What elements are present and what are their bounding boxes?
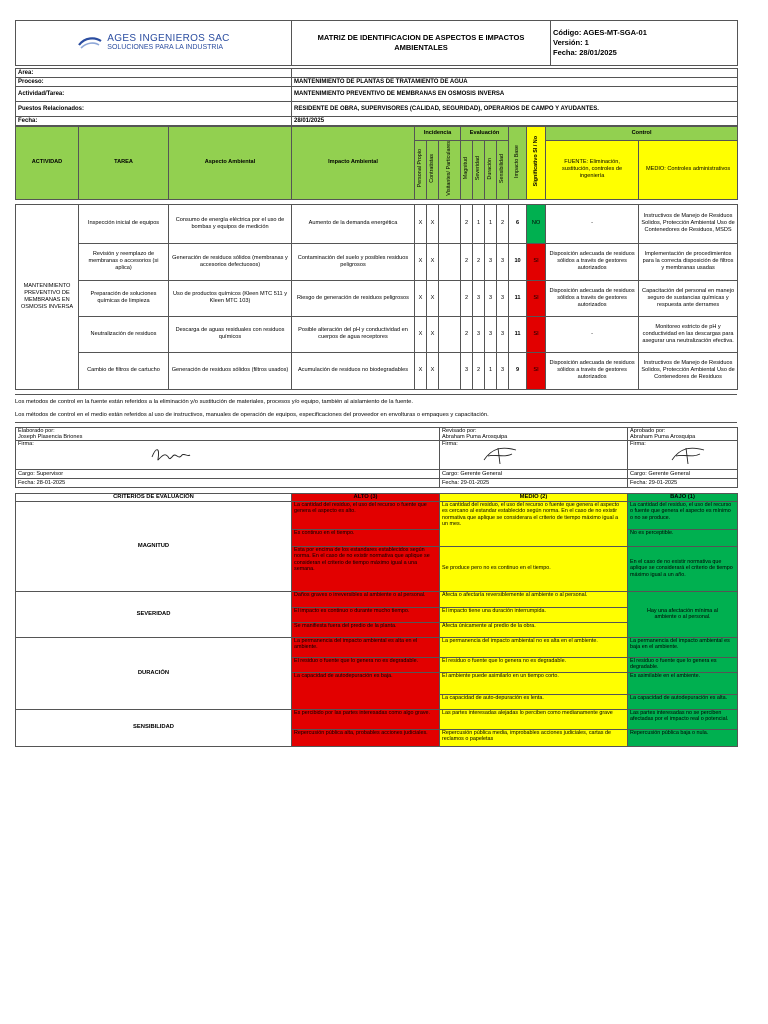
contratistas-cell: X xyxy=(427,316,439,352)
contratistas-cell: X xyxy=(427,243,439,280)
area-label: Area: xyxy=(16,69,292,78)
dur-alto-1: La permanencia del impacto ambiental es alta en el ambiente. xyxy=(292,637,440,657)
significativo-cell: SI xyxy=(527,352,546,389)
severidad-cell: 3 xyxy=(473,280,485,316)
fecha-revisado: Fecha: 29-01-2025 xyxy=(440,478,628,487)
mag-bajo-1: La cantidad del residuo, el uso del recurso o fuente que genera el aspecto es mínimo o no se produce. xyxy=(628,501,738,529)
col-tarea: TAREA xyxy=(79,127,169,200)
duracion-label: DURACIÓN xyxy=(16,637,292,709)
mag-alto-2: Es continuo en el tiempo. xyxy=(292,529,440,546)
duracion-cell: 3 xyxy=(485,280,497,316)
dur-bajo-3: Es asimilable en el ambiente. xyxy=(628,672,738,694)
area-value xyxy=(292,69,738,78)
col-personal: Personal Propio xyxy=(417,149,423,188)
aspecto-cell: Generación de residuos sólidos (filtros usados) xyxy=(169,352,292,389)
col-medio: MEDIO: Controles administrativos xyxy=(639,141,738,200)
company-logo xyxy=(18,34,289,52)
cargo-elaborado: Cargo: Supervisor xyxy=(16,469,440,478)
medio-cell: Instructivos de Manejo de Residuos Solidos, Protección Ambiental Uso de Contenedores de Residuos, MSDS xyxy=(639,204,738,243)
impacto-cell: Posible alteración del pH y conductividad en cuerpos de agua receptores xyxy=(292,316,415,352)
dur-medio-2: El residuo o fuente que lo genera no es degradable. xyxy=(440,657,628,672)
fuente-cell: - xyxy=(546,204,639,243)
col-duracion: Duración xyxy=(487,157,494,180)
dur-medio-1: La permanencia del impacto ambiental no es alta en el ambiente. xyxy=(440,637,628,657)
signatures-table xyxy=(15,427,738,488)
sen-medio-2: Repercusión pública media, improbables acciones judiciales, cartas de reclamos o papeletas xyxy=(440,729,628,746)
matrix-table xyxy=(15,126,738,390)
impacto-base-cell: 6 xyxy=(509,204,527,243)
medio-head: MEDIO (2) xyxy=(440,493,628,501)
puestos-label: Puestos Relacionados: xyxy=(16,102,292,117)
document-meta xyxy=(551,21,738,66)
dur-medio-3: El ambiente puede asimilarlo en un tiempo corto. xyxy=(440,672,628,694)
mag-alto-3: Esta por encima de los estandares establecidos según norma. En el caso de no existir normativa que aplique se consideran el criterio de tiempo máximo igual a una semana. xyxy=(292,546,440,591)
signature-elaborado xyxy=(148,445,192,465)
personal-cell: X xyxy=(415,204,427,243)
significativo-cell: NO xyxy=(527,204,546,243)
sensibilidad-cell: 3 xyxy=(497,352,509,389)
document-version: Versión: 1 xyxy=(553,38,589,47)
puestos-value: RESIDENTE DE OBRA, SUPERVISORES (CALIDAD, SEGURIDAD), OPERARIOS DE CAMPO Y AYUDANTES. xyxy=(292,102,738,117)
fuente-cell: Disposición adecuada de residuos sólidos a través de gestores autorizados xyxy=(546,352,639,389)
contratistas-cell: X xyxy=(427,280,439,316)
impacto-base-cell: 9 xyxy=(509,352,527,389)
magnitud-cell: 3 xyxy=(461,352,473,389)
document-date: Fecha: 28/01/2025 xyxy=(553,48,617,57)
dur-bajo-1: La permanencia del impacto ambiental es baja en el ambiente. xyxy=(628,637,738,657)
aspecto-cell: Generación de residuos sólidos (membranas y accesorios defectuosos) xyxy=(169,243,292,280)
sev-medio-3: Afecta únicamente al predio de la obra. xyxy=(440,622,628,637)
tarea-cell: Cambio de filtros de cartucho xyxy=(79,352,169,389)
elaborado-label: Elaborado por: xyxy=(18,427,55,434)
col-visitantes: Visitantes/ Particulares xyxy=(446,141,452,196)
col-fuente: FUENTE: Eliminación, sustitución, controles de ingeniería xyxy=(546,141,639,200)
header-table xyxy=(15,20,738,66)
tarea-cell: Preparación de soluciones químicas de limpieza xyxy=(79,280,169,316)
sen-bajo-1: Las partes interesadas no se perciben afectadas por el impacto real o potencial. xyxy=(628,709,738,729)
criteria-head: CRITERIOS DE EVALUACIÓN xyxy=(16,493,292,501)
tarea-cell: Revisión y reemplazo de membranas o accesorios (si aplica) xyxy=(79,243,169,280)
cargo-revisado: Cargo: Gerente General xyxy=(440,469,628,478)
mag-alto-1: La cantidad del residuo, el uso del recurso o fuente que genera el aspecto es alto. xyxy=(292,501,440,529)
group-control: Control xyxy=(546,127,738,141)
personal-cell: X xyxy=(415,352,427,389)
severidad-label: SEVERIDAD xyxy=(16,591,292,637)
document-code: Código: AGES-MT-SGA-01 xyxy=(553,28,647,37)
impacto-cell: Contaminación del suelo y posibles residuos peligrosos xyxy=(292,243,415,280)
company-slogan: SOLUCIONES PARA LA INDUSTRIA xyxy=(107,44,224,51)
sen-medio-1: Las partes interesadas alejadas lo perciben como medianamente grave xyxy=(440,709,628,729)
personal-cell: X xyxy=(415,280,427,316)
fecha-elaborado: Fecha: 28-01-2025 xyxy=(16,478,440,487)
proceso-label: Proceso: xyxy=(16,78,292,87)
mag-bajo-3: En el caso de no existir normativa que aplique se considerará el criterio de tiempo máximo igual a un año. xyxy=(628,546,738,591)
actividad-cell: MANTENIMIENTO PREVENTIVO DE MEMBRANAS EN OSMOSIS INVERSA xyxy=(16,204,79,389)
firma-label: Firma: xyxy=(18,440,34,447)
impacto-base-cell: 11 xyxy=(509,316,527,352)
contratistas-cell: X xyxy=(427,352,439,389)
sensibilidad-cell: 3 xyxy=(497,280,509,316)
cargo-aprobado: Cargo: Gerente General xyxy=(628,469,738,478)
severidad-cell: 3 xyxy=(473,316,485,352)
firma-label: Firma: xyxy=(442,440,458,447)
tarea-cell: Neutralización de residuos xyxy=(79,316,169,352)
signature-revisado xyxy=(480,444,520,466)
sen-alto-2: Repercusión pública alta, probables acciones judiciales. xyxy=(292,729,440,746)
visitantes-cell xyxy=(439,280,461,316)
fecha-label: Fecha: xyxy=(16,117,292,126)
impacto-base-cell: 11 xyxy=(509,280,527,316)
col-impacto: Impacto Ambiental xyxy=(292,127,415,200)
dur-bajo-4: La capacidad de autodepuración es alta. xyxy=(628,694,738,709)
mag-medio-2: Se produce pero no es continuo en el tiempo. xyxy=(440,546,628,591)
col-aspecto: Aspecto Ambiental xyxy=(169,127,292,200)
col-significativo: Significativo SI / No xyxy=(532,136,539,187)
dur-alto-3: La capacidad de autodepuración es baja. xyxy=(292,672,440,709)
sensibilidad-cell: 3 xyxy=(497,243,509,280)
visitantes-cell xyxy=(439,316,461,352)
fecha-aprobado: Fecha: 29-01-2025 xyxy=(628,478,738,487)
duracion-cell: 1 xyxy=(485,204,497,243)
col-sensibilidad: Sensibilidad xyxy=(499,153,506,183)
fuente-cell: Disposición adecuada de residuos sólidos a través de gestores autorizados xyxy=(546,280,639,316)
group-evaluacion: Evaluación xyxy=(461,127,509,141)
sev-bajo-1: Hay una afectación mínima al ambiente o al personal. xyxy=(628,591,738,637)
tarea-cell: Inspección inicial de equipos xyxy=(79,204,169,243)
fuente-cell: - xyxy=(546,316,639,352)
criteria-table xyxy=(15,493,738,747)
visitantes-cell xyxy=(439,204,461,243)
revisado-label: Revisado por: xyxy=(442,427,477,434)
aspecto-cell: Uso de productos químicos (Kleen MTC 511 y Kleen MTC 103) xyxy=(169,280,292,316)
document-title: MATRIZ DE IDENTIFICACION DE ASPECTOS E IMPACTOS AMBIENTALES xyxy=(292,21,551,66)
bajo-head: BAJO (1) xyxy=(628,493,738,501)
dur-bajo-2: El residuo o fuente que lo genera es degradable. xyxy=(628,657,738,672)
severidad-cell: 2 xyxy=(473,352,485,389)
signature-aprobado xyxy=(668,444,708,466)
document-sheet xyxy=(15,20,737,747)
dur-alto-2: El residuo o fuente que lo genera no es degradable. xyxy=(292,657,440,672)
firma-label: Firma: xyxy=(630,440,646,447)
impacto-cell: Acumulación de residuos no biodegradables xyxy=(292,352,415,389)
significativo-cell: SI xyxy=(527,280,546,316)
medio-cell: Implementación de procedimientos para la correcta disposición de filtros y membranas usadas xyxy=(639,243,738,280)
info-table xyxy=(15,68,738,126)
col-contratistas: Contratistas xyxy=(429,153,435,183)
magnitud-cell: 2 xyxy=(461,204,473,243)
impacto-cell: Aumento de la demanda energética xyxy=(292,204,415,243)
col-magnitud: Magnitud xyxy=(463,157,470,180)
visitantes-cell xyxy=(439,243,461,280)
severidad-cell: 1 xyxy=(473,204,485,243)
aspecto-cell: Consumo de energía eléctrica por el uso de bombas y equipos de medición xyxy=(169,204,292,243)
magnitud-cell: 2 xyxy=(461,243,473,280)
personal-cell: X xyxy=(415,243,427,280)
medio-cell: Capacitación del personal en manejo seguro de sustancias químicas y respuesta ante derrames xyxy=(639,280,738,316)
severidad-cell: 2 xyxy=(473,243,485,280)
alto-head: ALTO (3) xyxy=(292,493,440,501)
col-severidad: Severidad xyxy=(475,156,482,181)
significativo-cell: SI xyxy=(527,316,546,352)
actividad-label: Actividad/Tarea: xyxy=(16,87,292,102)
col-actividad: ACTIVIDAD xyxy=(16,127,79,200)
note-medio: Los métodos de control en el medio están referidos al uso de instructivos, manuales de operación de equipos, especificaciones del proveedor en envolturas o empaques y capacitación. xyxy=(15,411,489,418)
col-impacto-base: Impacto Base xyxy=(514,144,521,178)
actividad-value: MANTENIMIENTO PREVENTIVO DE MEMBRANAS EN OSMOSIS INVERSA xyxy=(292,87,738,102)
group-incidencia: Incidencia xyxy=(415,127,461,141)
personal-cell: X xyxy=(415,316,427,352)
fecha-value: 28/01/2025 xyxy=(292,117,738,126)
logo-swoosh-icon xyxy=(77,34,103,52)
medio-cell: Instructivos de Manejo de Residuos Solidos, Protección Ambiental Uso de Contenedores de Residuos xyxy=(639,352,738,389)
note-fuente: Los metodos de control en la fuente están referidos a la eliminación y/o sustitución de materiales, procesos y/o equipo, también al aislamiento de la fuente. xyxy=(15,398,413,405)
sen-alto-1: Es percibido por las partes interesadas como algo grave. xyxy=(292,709,440,729)
sev-medio-2: El impacto tiene una duración interrumpida. xyxy=(440,607,628,622)
mag-bajo-2: No es perceptible. xyxy=(628,529,738,546)
sev-alto-1: Daños graves o irreversibles al ambiente o al personal. xyxy=(292,591,440,607)
duracion-cell: 3 xyxy=(485,243,497,280)
aprobado-name: Abraham Puma Arosquipa xyxy=(630,433,696,440)
sensibilidad-label: SENSIBILIDAD xyxy=(16,709,292,746)
notes-block xyxy=(15,394,737,423)
fuente-cell: Disposición adecuada de residuos sólidos a través de gestores autorizados xyxy=(546,243,639,280)
aspecto-cell: Descarga de aguas residuales con residuos químicos xyxy=(169,316,292,352)
sensibilidad-cell: 2 xyxy=(497,204,509,243)
medio-cell: Monitoreo estricto de pH y conductividad en las descargas para asegurar una neutralización efectiva. xyxy=(639,316,738,352)
logo-cell xyxy=(16,21,292,66)
impacto-cell: Riesgo de generación de residuos peligrosos xyxy=(292,280,415,316)
aprobado-label: Aprobado por: xyxy=(630,427,666,434)
dur-medio-4: La capacidad de auto-depuración es lenta. xyxy=(440,694,628,709)
mag-medio-1: La cantidad del residuo, el uso del recurso o fuente que genera el aspecto es cercano al estandar establecido según norma. En el caso de no existir normativa que aplique se considerara el criterio de tiempo máximo igual a un mes. xyxy=(440,501,628,546)
sev-alto-2: El impacto es continuo o durante mucho tiempo. xyxy=(292,607,440,622)
duracion-cell: 1 xyxy=(485,352,497,389)
contratistas-cell: X xyxy=(427,204,439,243)
magnitud-cell: 2 xyxy=(461,280,473,316)
sev-alto-3: Se manifiesta fuera del predio de la planta. xyxy=(292,622,440,637)
elaborado-name: Joseph Plasencia Briones xyxy=(18,433,83,440)
magnitud-cell: 2 xyxy=(461,316,473,352)
company-name: AGES INGENIEROS SAC xyxy=(107,33,230,44)
sen-bajo-2: Repercusión pública baja o nula. xyxy=(628,729,738,746)
impacto-base-cell: 10 xyxy=(509,243,527,280)
visitantes-cell xyxy=(439,352,461,389)
proceso-value: MANTENIMIENTO DE PLANTAS DE TRATAMIENTO DE AGUA xyxy=(292,78,738,87)
duracion-cell: 3 xyxy=(485,316,497,352)
sev-medio-1: Afecta o afectaría reversiblemente al ambiente o al personal. xyxy=(440,591,628,607)
magnitud-label: MAGNITUD xyxy=(16,501,292,591)
significativo-cell: SI xyxy=(527,243,546,280)
revisado-name: Abraham Puma Arosquipa xyxy=(442,433,508,440)
sensibilidad-cell: 3 xyxy=(497,316,509,352)
